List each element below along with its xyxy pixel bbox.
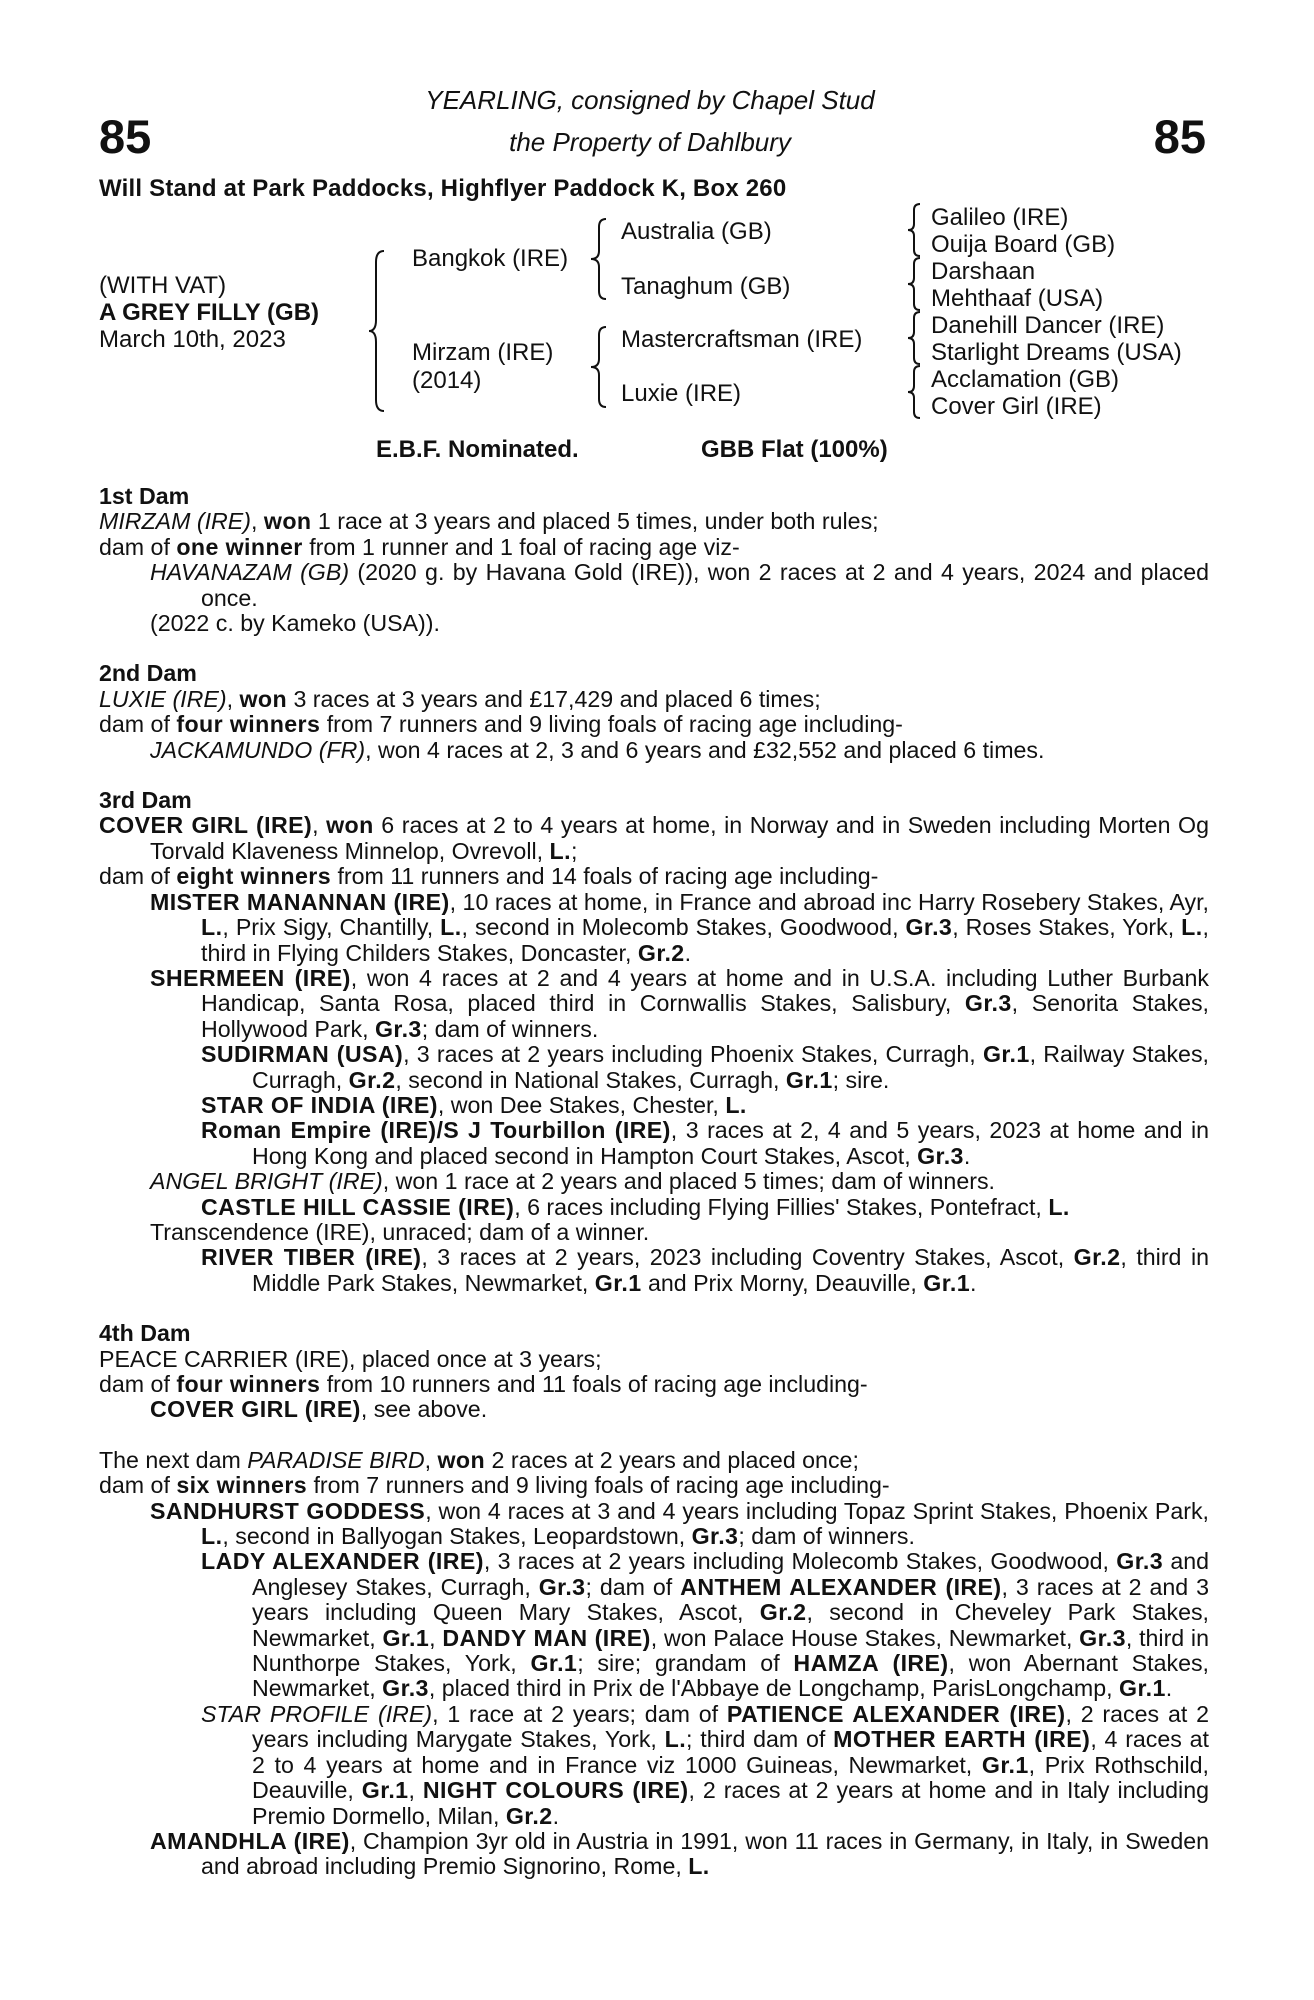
group-label: Gr.2	[759, 1599, 807, 1626]
pedigree-notes	[99, 484, 1209, 1880]
produce-record: , Champion 3yr old in Austria in 1991, won 11 races in Germany, in Italy, in Sweden and abroad including Premio Signorino, Rome,	[201, 1827, 1210, 1880]
gbb-flat: GBB Flat (100%)	[701, 436, 888, 463]
pedigree-brace-gg-4	[907, 365, 923, 419]
section-heading: 3rd Dam	[99, 787, 192, 814]
produce-record: , third in Nunthorpe Stakes, York,	[252, 1624, 1209, 1677]
winner-count: eight winners	[176, 863, 331, 890]
produce-summary: from 1 runner and 1 foal of racing age viz-	[302, 533, 740, 560]
produce-entry	[99, 966, 1209, 1042]
produce-entry	[99, 1195, 1209, 1220]
group-label: Gr.1	[981, 1751, 1029, 1778]
section-heading: 1st Dam	[99, 483, 190, 509]
produce-entry: STAR PROFILE (IRE), 1 race at 2 years; dam of PATIENCE ALEXANDER (IRE), 2 races at 2 years including Marygate Stakes, York, L.; third dam of MOTHER EARTH (IRE), 4 races at 2 to 4 years at home and in France viz 1000 Guineas, Newmarket, Gr.1, Prix Rothschild, Deauville, Gr.1, NIGHT COLOURS (IRE), 2 races at 2 years at home and in Italy including Premio Dormello, Milan, Gr.2.	[201, 1700, 1209, 1829]
produce-record: , third in Middle Park Stakes, Newmarket,	[252, 1244, 1209, 1296]
winner-count: six winners	[176, 1472, 308, 1499]
produce-record: ; dam of winners.	[738, 1523, 915, 1550]
produce-record: , 2 races at 2 years at home and in Italy including Premio Dormello, Milan,	[252, 1777, 1209, 1829]
produce-record: , won 4 races at 3 and 4 years including Topaz Sprint Stakes, Phoenix Park,	[425, 1497, 1209, 1524]
produce-name: HAVANAZAM (GB)	[150, 559, 350, 586]
produce-name: DANDY MAN (IRE)	[442, 1624, 651, 1651]
produce-name: LADY ALEXANDER (IRE)	[201, 1548, 484, 1575]
produce-entry	[99, 1093, 1209, 1118]
fourth-dam-section	[99, 1321, 1209, 1423]
won-label: won	[263, 508, 312, 535]
dam-dam: Luxie (IRE)	[621, 380, 742, 407]
dam-name: LUXIE (IRE)	[99, 685, 227, 712]
produce-entry: (2022 c. by Kameko (USA)).	[150, 610, 440, 637]
produce-summary: from 11 runners and 14 foals of racing age including-	[331, 863, 879, 890]
listed-label: L.	[440, 914, 462, 941]
produce-record: and Anglesey Stakes, Curragh,	[252, 1548, 1210, 1600]
group-label: Gr.2	[637, 939, 685, 966]
produce-record: , won 4 races at 2 and 4 years at home and in U.S.A. including Luther Burbank Handicap, Santa Rosa, placed third in Cornwallis Stakes, Salisbury,	[201, 964, 1209, 1017]
produce-record: , 3 races at 2 years including Molecomb Stakes, Goodwood,	[483, 1548, 1117, 1575]
group-label: Gr.1	[530, 1650, 578, 1677]
produce-record: , 3 races at 2, 4 and 5 years, 2023 at home and in Hong Kong and placed second in Hampton Court Stakes, Ascot,	[252, 1117, 1209, 1169]
produce-entry: Transcendence (IRE), unraced; dam of a winner.	[150, 1218, 650, 1245]
produce-summary: from 7 runners and 9 living foals of racing age including-	[320, 711, 903, 738]
group-label: Gr.2	[1073, 1244, 1121, 1271]
lot-number-right: 85	[1153, 110, 1206, 163]
produce-record: , second in Cheveley Park Stakes, Newmarket,	[252, 1599, 1209, 1651]
produce-entry: MISTER MANANNAN (IRE), 10 races at home, in France and abroad inc Harry Rosebery Stakes, Ayr, L., Prix Sigy, Chantilly, L., second in Molecomb Stakes, Goodwood, Gr.3, Roses Stakes, York, L., third in Flying Childers Stakes, Doncaster, Gr.2.	[150, 888, 1210, 966]
produce-name: MOTHER EARTH (IRE)	[833, 1726, 1091, 1753]
horse-description: A GREY FILLY (GB)	[99, 299, 320, 326]
group-label: Gr.1	[982, 1041, 1030, 1068]
produce-record: , Prix Sigy, Chantilly,	[222, 914, 441, 941]
produce-entry: RIVER TIBER (IRE), 3 races at 2 years, 2023 including Coventry Stakes, Ascot, Gr.2, third in Middle Park Stakes, Newmarket, Gr.1 and Prix Morny, Deauville, Gr.1.	[201, 1244, 1209, 1296]
listed-label: L.	[688, 1853, 710, 1880]
sire: Bangkok (IRE)	[412, 245, 569, 272]
produce-entry	[99, 1169, 1209, 1194]
produce-record: , won 4 races at 2, 3 and 6 years and £32,552 and placed 6 times.	[365, 736, 1045, 763]
produce-name: SANDHURST GODDESS	[150, 1497, 426, 1524]
produce-record: , won 1 race at 2 years and placed 5 times; dam of winners.	[382, 1168, 995, 1195]
produce-record: , see above.	[360, 1396, 488, 1423]
winner-count: four winners	[176, 711, 321, 738]
gg-5: Danehill Dancer (IRE)	[931, 312, 1165, 339]
next-dam-intro: The next dam	[99, 1446, 248, 1473]
produce-record: ; third dam of	[686, 1726, 834, 1753]
produce-name: ANTHEM ALEXANDER (IRE)	[680, 1573, 1002, 1600]
listed-label: L.	[549, 837, 571, 864]
listed-label: L.	[1181, 914, 1203, 941]
third-dam-section	[99, 788, 1209, 1296]
pedigree-brace-gg-1	[907, 203, 923, 257]
produce-name: Roman Empire (IRE)/S J Tourbillon (IRE)	[201, 1117, 671, 1144]
gg-8: Cover Girl (IRE)	[931, 393, 1102, 420]
gg-1: Galileo (IRE)	[931, 204, 1069, 231]
pedigree-brace-gg-3	[907, 311, 923, 365]
produce-record: , 1 race at 2 years; dam of	[432, 1700, 727, 1727]
produce-name: SHERMEEN (IRE)	[150, 964, 351, 991]
group-label: Gr.3	[964, 990, 1012, 1017]
group-label: Gr.1	[1119, 1675, 1166, 1702]
produce-record: , 3 races at 2 years, 2023 including Coventry Stakes, Ascot,	[421, 1244, 1074, 1271]
produce-record: , 2 races at 2 years including Marygate Stakes, York,	[252, 1700, 1209, 1753]
produce-record: , 4 races at 2 to 4 years at home and in France viz 1000 Guineas, Newmarket,	[252, 1726, 1209, 1778]
dam-record: PEACE CARRIER (IRE), placed once at 3 years;	[99, 1345, 602, 1372]
sire-dam: Tanaghum (GB)	[621, 273, 791, 300]
produce-record: (2020 g. by Havana Gold (IRE)), won 2 races at 2 and 4 years, 2024 and placed once.	[201, 559, 1209, 611]
produce-name: PATIENCE ALEXANDER (IRE)	[726, 1700, 1066, 1727]
produce-entry	[99, 1042, 1209, 1093]
produce-record: , second in National Stakes, Curragh,	[395, 1066, 786, 1093]
dam-record: 6 races at 2 to 4 years at home, in Norway and in Sweden including Morten Og Torvald Klaveness Minnelop, Ovrevoll,	[150, 812, 1209, 864]
section-heading: 4th Dam	[99, 1320, 191, 1347]
produce-name: AMANDHLA (IRE)	[150, 1827, 350, 1854]
produce-name: HAMZA (IRE)	[793, 1650, 949, 1677]
produce-entry	[99, 560, 1209, 611]
produce-record: , Railway Stakes, Curragh,	[252, 1041, 1209, 1093]
produce-name: STAR OF INDIA (IRE)	[201, 1091, 438, 1118]
gg-4: Mehthaaf (USA)	[931, 285, 1104, 312]
produce-record: ,	[408, 1777, 423, 1804]
listed-label: L.	[725, 1091, 747, 1118]
produce-record: , won Dee Stakes, Chester,	[437, 1091, 726, 1118]
group-label: Gr.3	[374, 1015, 422, 1042]
produce-name: MISTER MANANNAN (IRE)	[150, 888, 450, 915]
won-label: won	[239, 685, 288, 712]
produce-record: ; sire.	[832, 1066, 890, 1093]
group-label: Gr.2	[348, 1066, 396, 1093]
produce-entry	[99, 1499, 1209, 1550]
produce-record: , won Palace House Stakes, Newmarket,	[650, 1624, 1080, 1651]
group-label: Gr.1	[361, 1777, 409, 1804]
won-label: won	[437, 1446, 486, 1473]
listed-label: L.	[664, 1726, 687, 1753]
group-label: Gr.1	[785, 1066, 833, 1093]
group-label: Gr.3	[382, 1675, 429, 1702]
group-label: Gr.3	[905, 914, 953, 941]
produce-record: , 3 races at 2 and 3 years including Queen Mary Stakes, Ascot,	[252, 1573, 1210, 1626]
group-label: Gr.3	[538, 1573, 586, 1600]
produce-record: , second in Ballyogan Stakes, Leopardstown,	[222, 1523, 692, 1550]
produce-entry	[99, 1397, 1209, 1422]
foaling-date: March 10th, 2023	[99, 326, 286, 353]
winner-count: one winner	[176, 533, 303, 560]
pedigree-brace-main	[368, 250, 388, 412]
group-label: Gr.3	[1116, 1548, 1164, 1575]
listed-label: L.	[201, 914, 223, 941]
group-label: Gr.1	[923, 1269, 971, 1296]
pedigree-brace-dam	[590, 326, 610, 408]
produce-entry	[99, 738, 1209, 763]
ebf-nominated: E.B.F. Nominated.	[376, 436, 579, 463]
gg-6: Starlight Dreams (USA)	[931, 339, 1182, 366]
produce-record: , third in Flying Childers Stakes, Doncaster,	[201, 914, 1209, 966]
first-dam-section: 1st Dam MIRZAM (IRE), won 1 race at 3 years and placed 5 times, under both rules; dam of one winner from 1 runner and 1 foal of racing age viz- HAVANAZAM (GB) (2020 g. by Havana Gold (IRE)), won 2 races at 2 and 4 years, 2024 and placed once. (2022 c. by Kameko (USA)).	[99, 483, 1209, 637]
dam-of-prefix: dam of	[99, 863, 177, 890]
dam-of-prefix: dam of	[99, 711, 177, 738]
produce-record: , second in Molecomb Stakes, Goodwood,	[461, 914, 906, 941]
group-label: Gr.3	[1079, 1624, 1126, 1651]
second-dam-section: 2nd Dam LUXIE (IRE), won 3 races at 3 years and £17,429 and placed 6 times; dam of four winners from 7 runners and 9 living foals of racing age including- JACKAMUNDO (FR), won 4 races at 2, 3 and 6 years and £32,552 and placed 6 times.	[99, 661, 1209, 763]
produce-record: , 3 races at 2 years including Phoenix Stakes, Curragh,	[403, 1041, 983, 1068]
dam-sire: Mastercraftsman (IRE)	[621, 326, 863, 353]
produce-name: COVER GIRL (IRE)	[150, 1396, 361, 1423]
dam-record-entry: COVER GIRL (IRE), won 6 races at 2 to 4 years at home, in Norway and in Sweden including Morten Og Torvald Klaveness Minnelop, Ovrevoll, L.;	[99, 812, 1209, 864]
sire-sire: Australia (GB)	[621, 218, 772, 245]
dam-of-prefix: dam of	[99, 1371, 177, 1397]
produce-record: ,	[429, 1624, 443, 1651]
produce-summary: from 7 runners and 9 living foals of racing age including-	[307, 1472, 890, 1499]
produce-record: , won Abernant Stakes, Newmarket,	[252, 1650, 1209, 1702]
pedigree-brace-sire	[590, 218, 610, 300]
dam-of-prefix: dam of	[99, 533, 177, 560]
group-label: Gr.3	[917, 1142, 964, 1169]
produce-name: ANGEL BRIGHT (IRE)	[150, 1168, 383, 1195]
dam-record: 3 races at 3 years and £17,429 and placed 6 times;	[287, 685, 821, 712]
dam: Mirzam (IRE)	[412, 339, 554, 366]
produce-record: ; dam of	[585, 1573, 681, 1600]
produce-record: and Prix Morny, Deauville,	[641, 1269, 924, 1296]
dam-year: (2014)	[412, 367, 482, 394]
produce-record: ; sire; grandam of	[577, 1650, 794, 1677]
produce-summary: from 10 runners and 11 foals of racing age including-	[320, 1371, 868, 1397]
produce-record: , 10 races at home, in France and abroad inc Harry Rosebery Stakes, Ayr,	[449, 888, 1210, 915]
produce-name: SUDIRMAN (USA)	[201, 1041, 404, 1068]
dam-name: PARADISE BIRD	[247, 1446, 425, 1473]
group-label: Gr.2	[505, 1802, 553, 1829]
dam-record: 2 races at 2 years and placed once;	[485, 1446, 859, 1473]
produce-record: , Roses Stakes, York,	[952, 914, 1182, 941]
winner-count: four winners	[176, 1371, 321, 1397]
dam-name: COVER GIRL (IRE)	[99, 812, 313, 839]
group-label: Gr.1	[382, 1624, 430, 1651]
dam-of-prefix: dam of	[99, 1472, 177, 1499]
stand-location: Will Stand at Park Paddocks, Highflyer Paddock K, Box 260	[99, 175, 787, 202]
consignor-line: YEARLING, consigned by Chapel Stud	[425, 85, 875, 115]
produce-name: JACKAMUNDO (FR)	[150, 736, 366, 763]
won-label: won	[326, 812, 374, 839]
listed-label: L.	[201, 1523, 223, 1550]
section-heading: 2nd Dam	[99, 660, 197, 687]
produce-name: NIGHT COLOURS (IRE)	[422, 1777, 689, 1804]
lot-number-left: 85	[99, 110, 152, 163]
dam-record: 1 race at 3 years and placed 5 times, under both rules;	[311, 508, 879, 535]
produce-name: CASTLE HILL CASSIE (IRE)	[201, 1193, 515, 1220]
pedigree-brace-gg-2	[907, 257, 923, 311]
produce-entry: Roman Empire (IRE)/S J Tourbillon (IRE), 3 races at 2, 4 and 5 years, 2023 at home and in Hong Kong and placed second in Hampton Court Stakes, Ascot, Gr.3.	[201, 1117, 1209, 1169]
gg-7: Acclamation (GB)	[931, 366, 1120, 393]
listed-label: L.	[1048, 1193, 1070, 1220]
dam-name: MIRZAM (IRE)	[99, 508, 251, 535]
produce-record: ; dam of winners.	[421, 1015, 599, 1042]
produce-record: , placed third in Prix de l'Abbaye de Longchamp, ParisLongchamp,	[428, 1675, 1120, 1702]
punct: ;	[570, 837, 578, 864]
group-label: Gr.3	[691, 1523, 739, 1550]
produce-name: RIVER TIBER (IRE)	[201, 1244, 422, 1271]
group-label: Gr.1	[594, 1269, 642, 1296]
next-dam-section: The next dam PARADISE BIRD, won 2 races at 2 years and placed once; dam of six winners from 7 runners and 9 living foals of racing age including- SANDHURST GODDESS, won 4 races at 3 and 4 years including Topaz Sprint Stakes, Phoenix Park, L., second in Ballyogan Stakes, Leopardstown, Gr.3; dam of winners. LADY ALEXANDER (IRE), 3 races at 2 years including Molecomb Stakes, Goodwood, Gr.3 and Anglesey Stakes, Curragh, Gr.3; dam of ANTHEM ALEXANDER (IRE), 3 races at 2 and 3 years including Queen Mary Stakes, Ascot, Gr.2, second in Cheveley Park Stakes, Newmarket, Gr.1, DANDY MAN (IRE), won Palace House Stakes, Newmarket, Gr.3, third in Nunthorpe Stakes, York, Gr.1; sire; grandam of HAMZA (IRE), won Abernant Stakes, Newmarket, Gr.3, placed third in Prix de l'Abbaye de Longchamp, ParisLongchamp, Gr.1. STAR PROFILE (IRE), 1 race at 2 years; dam of PATIENCE ALEXANDER (IRE), 2 races at 2 years including Marygate Stakes, York, L.; third dam of MOTHER EARTH (IRE), 4 races at 2 to 4 years at home and in France viz 1000 Guineas, Newmarket, Gr.1, Prix Rothschild, Deauville, Gr.1, NIGHT COLOURS (IRE), 2 races at 2 years at home and in Italy including Premio Dormello, Milan, Gr.2. AMANDHLA (IRE), Champion 3yr old in Austria in 1991, won 11 races in Germany, in Italy, in Sweden and abroad including Premio Signorino, Rome, L.	[99, 1446, 1210, 1880]
produce-record: , 6 races including Flying Fillies' Stakes, Pontefract,	[514, 1193, 1049, 1220]
vat-note: (WITH VAT)	[99, 272, 227, 299]
produce-entry	[99, 1829, 1209, 1880]
gg-3: Darshaan	[931, 258, 1036, 285]
produce-record: , Senorita Stakes, Hollywood Park,	[201, 990, 1209, 1042]
gg-2: Ouija Board (GB)	[931, 231, 1116, 258]
produce-entry: LADY ALEXANDER (IRE), 3 races at 2 years including Molecomb Stakes, Goodwood, Gr.3 and Anglesey Stakes, Curragh, Gr.3; dam of ANTHEM ALEXANDER (IRE), 3 races at 2 and 3 years including Queen Mary Stakes, Ascot, Gr.2, second in Cheveley Park Stakes, Newmarket, Gr.1, DANDY MAN (IRE), won Palace House Stakes, Newmarket, Gr.3, third in Nunthorpe Stakes, York, Gr.1; sire; grandam of HAMZA (IRE), won Abernant Stakes, Newmarket, Gr.3, placed third in Prix de l'Abbaye de Longchamp, ParisLongchamp, Gr.1.	[201, 1548, 1210, 1702]
produce-record: , Prix Rothschild, Deauville,	[252, 1751, 1209, 1804]
property-line: the Property of Dahlbury	[509, 127, 791, 157]
produce-name: STAR PROFILE (IRE)	[201, 1700, 433, 1727]
